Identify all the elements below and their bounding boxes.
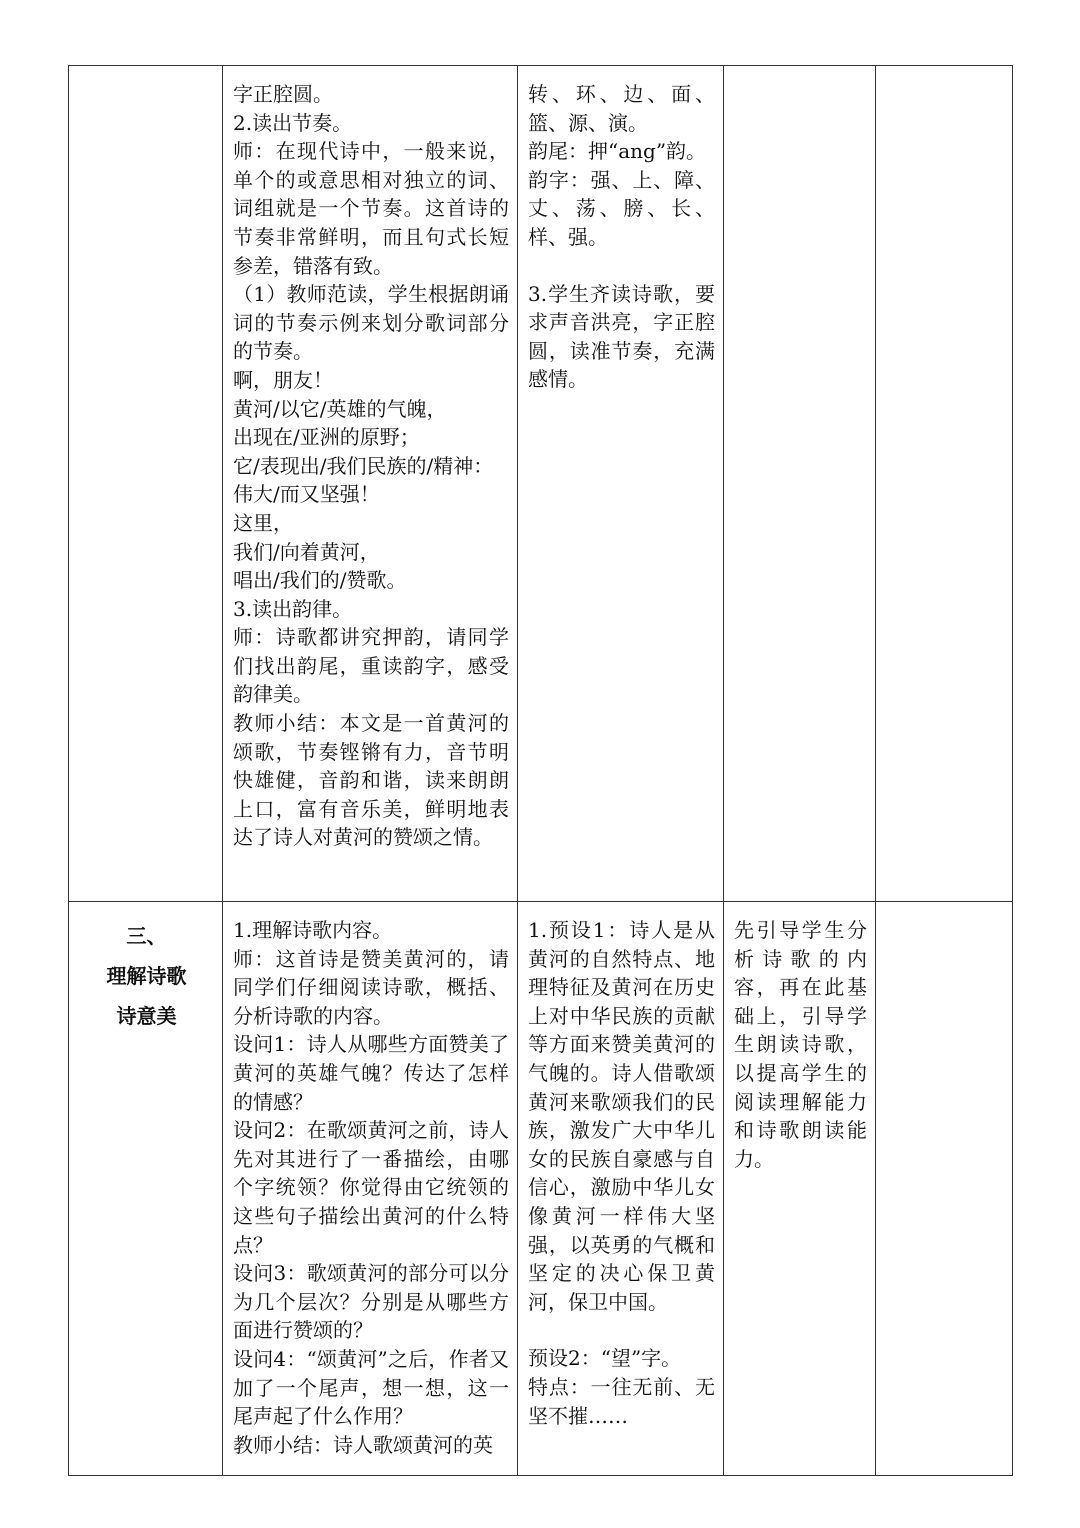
note-cell (876, 66, 1013, 902)
text-line: 师：诗歌都讲究押韵，请同学们找出韵尾，重读韵字，感受韵律美。 (233, 625, 509, 707)
text-line: （1）教师范读，学生根据朗诵词的节奏示例来划分歌词部分的节奏。 (233, 282, 509, 364)
stage-number: 三、 (126, 924, 167, 948)
stage-title: 理解诗歌 (106, 964, 187, 988)
text-line: 先引导学生分析诗歌的内容，再在此基础上，引导学生朗读诗歌，以提高学生的阅读理解能力和诗歌朗读能力。 (734, 918, 867, 1171)
text-line: 预设2：“望”字。 (528, 1346, 682, 1371)
student-activity-cell (518, 902, 724, 1476)
text-line: 2.读出节奏。 (233, 110, 353, 135)
text-line: 设问1：诗人从哪些方面赞美了黄河的英雄气魄？传达了怎样的情感？ (233, 1032, 509, 1114)
poem-line: 出现在/亚洲的原野； (233, 425, 420, 450)
text-line: 韵尾：押“ang”韵。 (528, 139, 707, 164)
design-intent-cell (724, 902, 876, 1476)
text-line: 1.预设1：诗人是从黄河的自然特点、地理特征及黄河在历史上对中华民族的贡献等方面来赞美黄河的气魄的。诗人借歌颂黄河来歌颂我们的民族，激发广大中华儿女的民族自豪感与自信心，激励中华儿女像黄河一样伟大坚强，以英勇的气概和坚定的决心保卫黄河，保卫中国。 (528, 918, 715, 1314)
text-line: 教师小结：诗人歌颂黄河的英 (233, 1432, 493, 1457)
poem-line: 这里， (233, 510, 293, 535)
teacher-activity-cell (223, 66, 518, 902)
text-line: 3.学生齐读诗歌，要求声音洪亮，字正腔圆，读准节奏，充满感情。 (528, 281, 715, 392)
text-line: 特点：一往无前、无坚不摧…… (528, 1374, 715, 1428)
stage-cell (69, 66, 223, 902)
poem-line: 它/表现出/我们民族的/精神： (233, 453, 494, 478)
poem-line: 唱出/我们的/赞歌。 (233, 568, 407, 593)
text-line: 设问3：歌颂黄河的部分可以分为几个层次？分别是从哪些方面进行赞颂的？ (233, 1261, 509, 1343)
student-activity-cell (518, 66, 724, 902)
text-line: 师：这首诗是赞美黄河的，请同学们仔细阅读诗歌，概括、分析诗歌的内容。 (233, 946, 509, 1028)
text-line: 转、环、边、面、篮、源、演。 (528, 82, 715, 135)
text-line: 设问4：“颂黄河”之后，作者又加了一个尾声，想一想，这一尾声起了什么作用？ (233, 1346, 509, 1429)
stage-title: 诗意美 (116, 1004, 177, 1028)
text-line: 教师小结：本文是一首黄河的颂歌，节奏铿锵有力，音节明快雄健，音韵和谐，读来朗朗上口，富有音乐美，鲜明地表达了诗人对黄河的赞颂之情。 (233, 711, 509, 850)
teacher-activity-cell (223, 902, 518, 1476)
poem-line: 我们/向着黄河， (233, 539, 380, 564)
note-cell (876, 902, 1013, 1476)
design-intent-cell (724, 66, 876, 902)
stage-cell (69, 902, 223, 1476)
table-row (69, 66, 1013, 902)
text-line: 3.读出韵律。 (233, 596, 353, 621)
text-line: 1.理解诗歌内容。 (233, 918, 393, 942)
poem-line: 伟大/而又坚强！ (233, 482, 380, 507)
text-line: 韵字：强、上、障、丈、荡、膀、长、样、强。 (528, 167, 715, 249)
text-line: 师：在现代诗中，一般来说，单个的或意思相对独立的词、词组就是一个节奏。这首诗的节奏非常鲜明，而且句式长短参差，错落有致。 (233, 139, 509, 278)
text-line: 设问2：在歌颂黄河之前，诗人先对其进行了一番描绘，由哪个字统领？你觉得由它统领的这些句子描绘出黄河的什么特点？ (233, 1118, 509, 1257)
poem-line: 啊，朋友！ (233, 367, 333, 392)
lesson-plan-table (68, 65, 1013, 1476)
text-line: 字正腔圆。 (233, 82, 333, 106)
poem-line: 黄河/以它/英雄的气魄， (233, 396, 447, 421)
table-row (69, 902, 1013, 1476)
